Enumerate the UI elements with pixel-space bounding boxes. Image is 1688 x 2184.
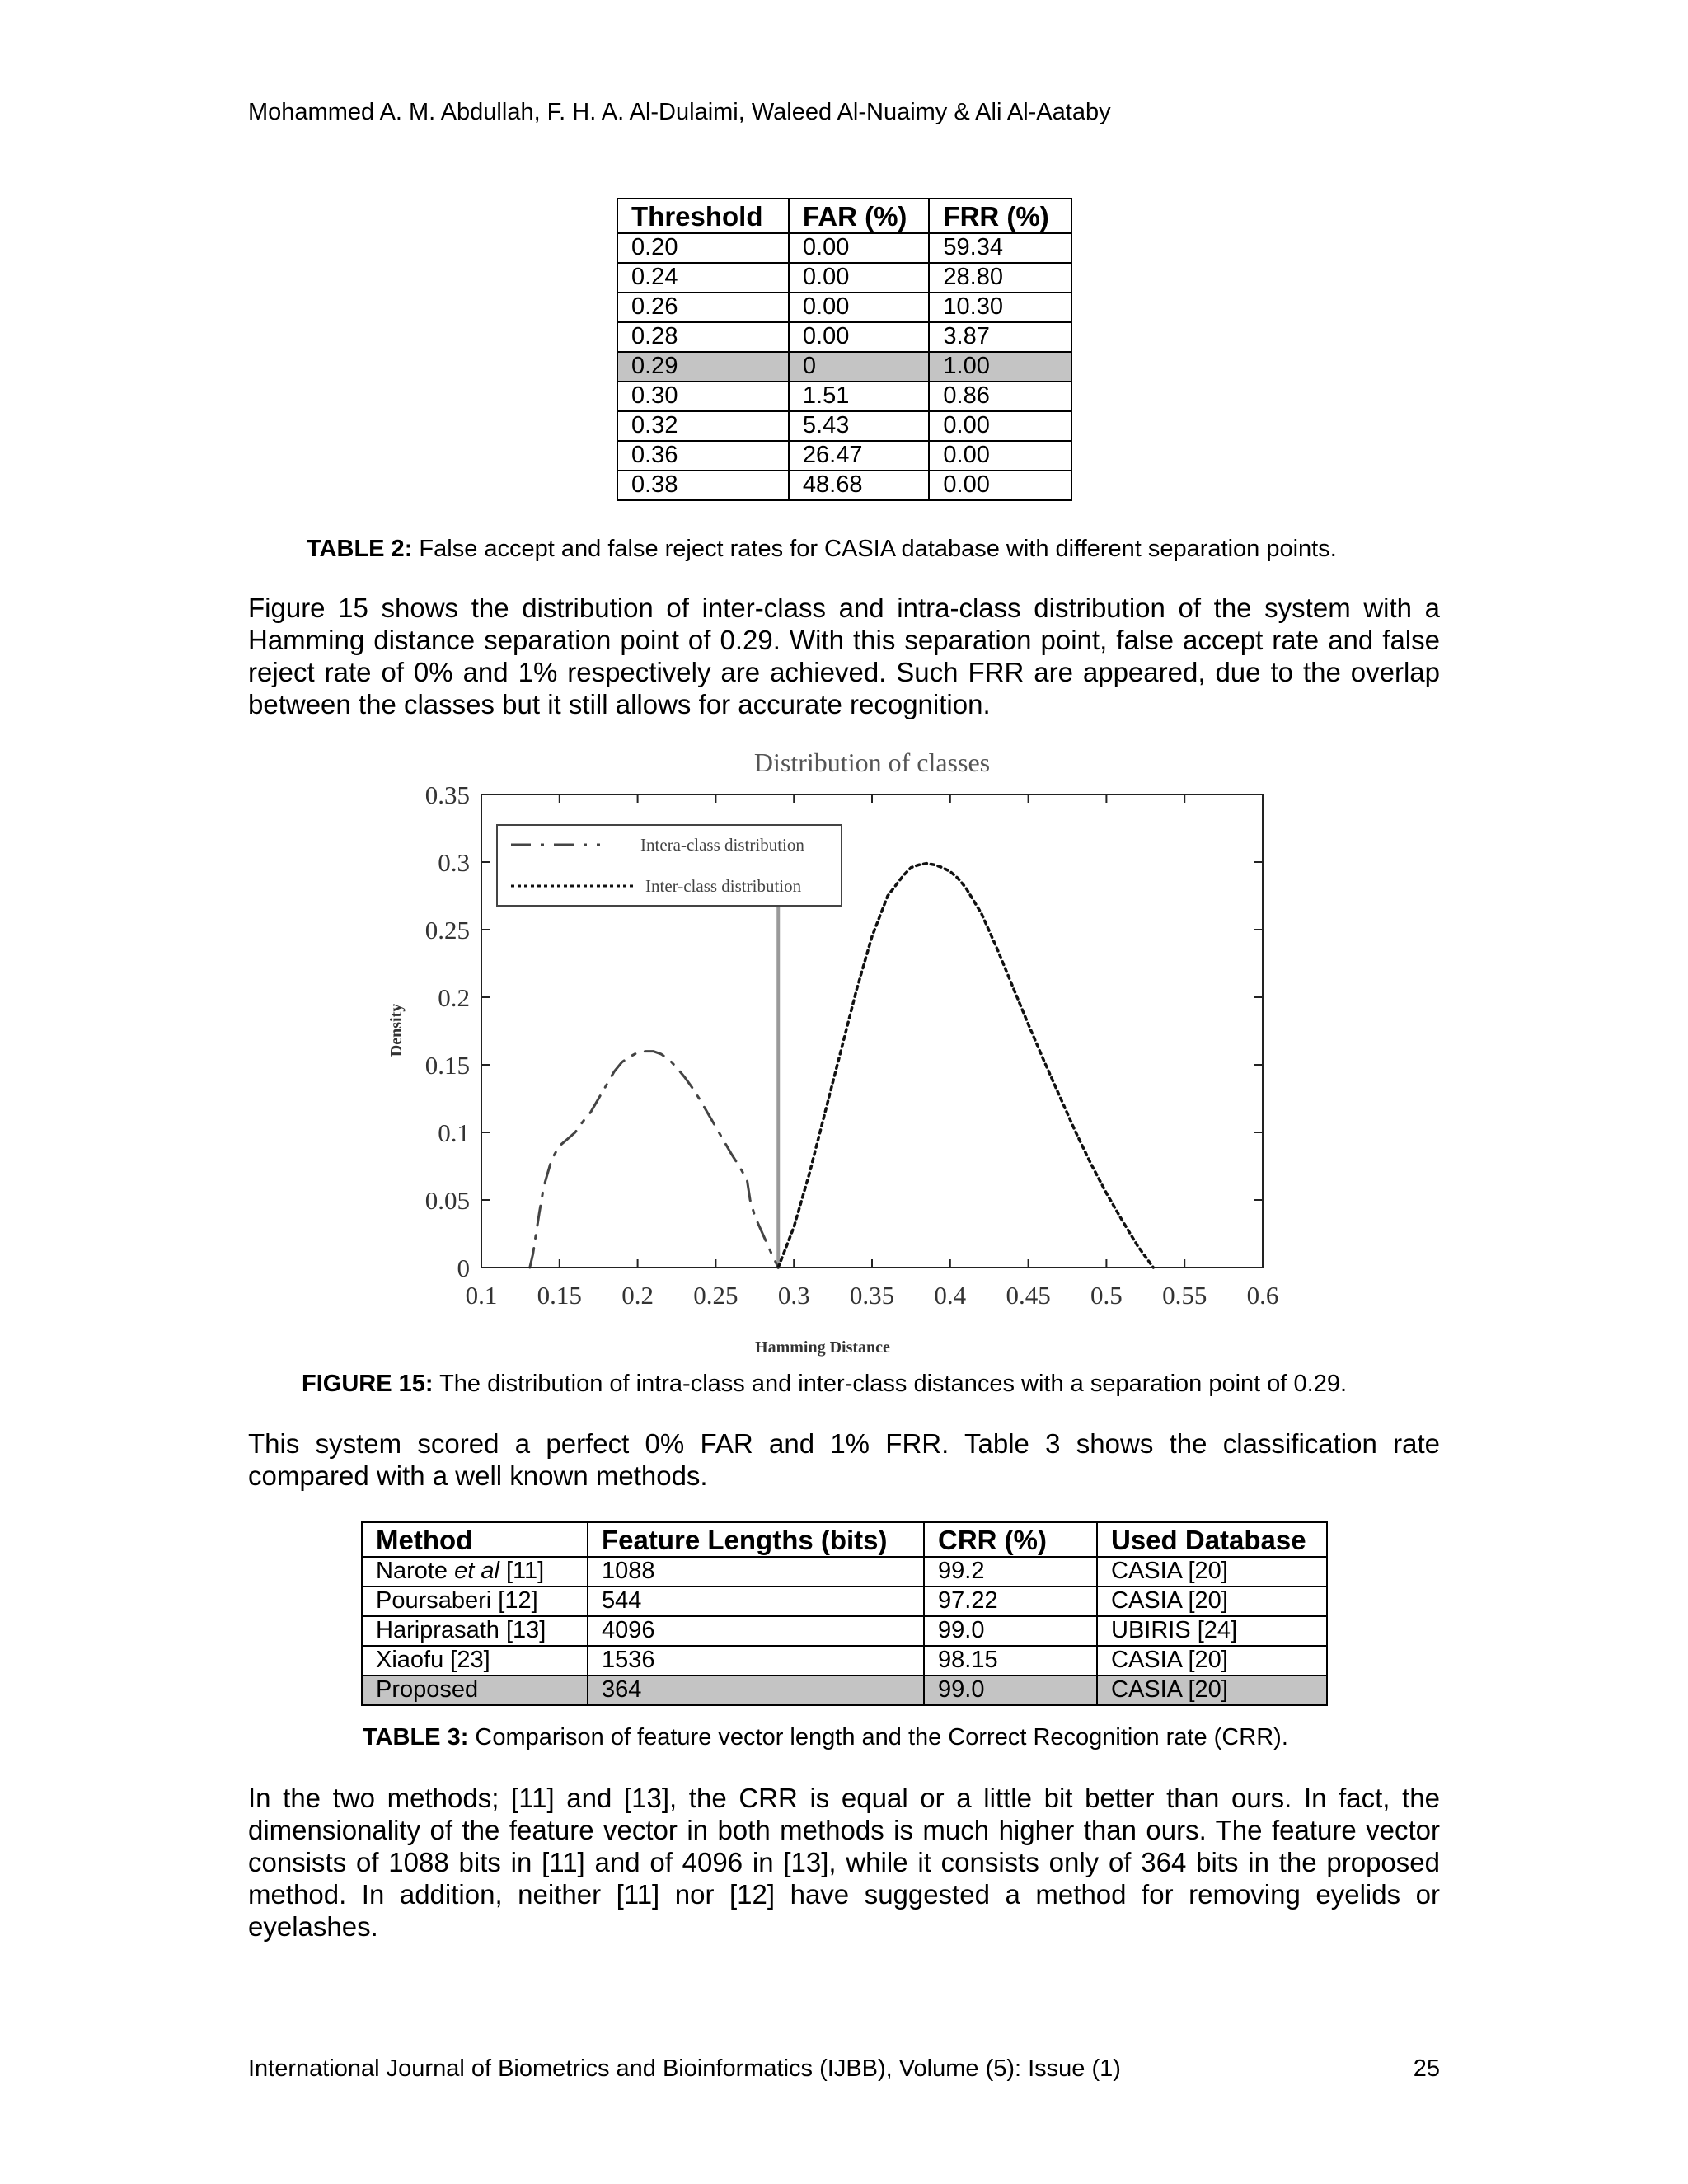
bits-cell: 544 xyxy=(588,1586,924,1616)
far-cell: 0 xyxy=(789,352,930,382)
table-row xyxy=(617,263,1071,293)
x-tick-label: 0.4 xyxy=(934,1281,967,1310)
frr-cell: 59.34 xyxy=(929,233,1071,263)
chart-title: Distribution of classes xyxy=(753,748,991,777)
x-tick-label: 0.15 xyxy=(537,1281,582,1310)
crr-cell: 98.15 xyxy=(924,1646,1097,1675)
table-row xyxy=(617,233,1071,263)
far-cell: 0.00 xyxy=(789,263,930,293)
threshold-cell: 0.26 xyxy=(617,293,789,322)
table-row-highlighted xyxy=(362,1675,1327,1705)
figure-15-caption xyxy=(302,1371,1347,1398)
x-tick-label: 0.35 xyxy=(849,1281,895,1310)
threshold-cell: 0.24 xyxy=(617,263,789,293)
table-3-col-crr: CRR (%) xyxy=(924,1522,1097,1557)
y-tick-label: 0 xyxy=(457,1254,470,1282)
method-cell: Proposed xyxy=(362,1675,588,1705)
table-2-col-far: FAR (%) xyxy=(789,199,930,233)
method-cell: Poursaberi [12] xyxy=(362,1586,588,1616)
threshold-cell: 0.28 xyxy=(617,322,789,352)
paragraph-1: Figure 15 shows the distribution of inter-class and intra-class distribution of the system with a Hamming distance separation point of 0.29. With this separation point, false accept rate and false reject rate of 0% and 1% respectively are achieved. Such FRR are appeared, due to the overlap between the classes but it still allows for accurate recognition. xyxy=(248,593,1440,719)
figure-15-caption-text: The distribution of intra-class and inter-class distances with a separation point of 0.29. xyxy=(433,1371,1348,1397)
x-tick-label: 0.3 xyxy=(777,1281,810,1310)
threshold-cell: 0.36 xyxy=(617,441,789,471)
bits-cell: 4096 xyxy=(588,1616,924,1646)
table-2 xyxy=(617,198,1072,501)
database-cell: CASIA [20] xyxy=(1097,1586,1327,1616)
far-cell: 5.43 xyxy=(789,411,930,441)
table-row-highlighted xyxy=(617,352,1071,382)
method-ref: [11] xyxy=(499,1558,545,1584)
table-3-caption-label: TABLE 3: xyxy=(363,1724,469,1750)
database-cell: CASIA [20] xyxy=(1097,1557,1327,1586)
frr-cell: 0.00 xyxy=(929,471,1071,500)
frr-cell: 0.00 xyxy=(929,441,1071,471)
table-row xyxy=(362,1646,1327,1675)
far-cell: 0.00 xyxy=(789,322,930,352)
table-3 xyxy=(361,1521,1328,1706)
table-3-caption xyxy=(363,1724,1288,1751)
table-row xyxy=(617,382,1071,411)
y-tick-label: 0.35 xyxy=(424,780,470,809)
threshold-cell: 0.30 xyxy=(617,382,789,411)
paragraph-3: In the two methods; [11] and [13], the CRR is equal or a little bit better than ours. In fact, the dimensionality of the feature vector in both methods is much higher than ours. The feature vector consists of 1088 bits in [11] and of 4096 in [13], while it consists only of 364 bits in the proposed method. In addition, neither [11] nor [12] have suggested a method for removing eyelids or eyelashes. xyxy=(248,1783,1440,1942)
database-cell: CASIA [20] xyxy=(1097,1675,1327,1705)
method-cell xyxy=(362,1557,588,1586)
table-row xyxy=(362,1557,1327,1586)
x-tick-label: 0.2 xyxy=(621,1281,654,1310)
frr-cell: 1.00 xyxy=(929,352,1071,382)
database-cell: CASIA [20] xyxy=(1097,1646,1327,1675)
crr-cell: 99.2 xyxy=(924,1557,1097,1586)
legend-label-intra: Intera-class distribution xyxy=(640,835,804,855)
threshold-cell: 0.20 xyxy=(617,233,789,263)
crr-cell: 97.22 xyxy=(924,1586,1097,1616)
table-row xyxy=(617,441,1071,471)
table-row xyxy=(617,322,1071,352)
database-cell: UBIRIS [24] xyxy=(1097,1616,1327,1646)
bits-cell: 364 xyxy=(588,1675,924,1705)
chart-y-axis-label: Density xyxy=(387,1003,406,1057)
table-row xyxy=(617,471,1071,500)
table-3-header-row xyxy=(362,1522,1327,1557)
threshold-cell: 0.32 xyxy=(617,411,789,441)
bits-cell: 1088 xyxy=(588,1557,924,1586)
far-cell: 0.00 xyxy=(789,233,930,263)
threshold-cell: 0.29 xyxy=(617,352,789,382)
table-2-col-frr: FRR (%) xyxy=(929,199,1071,233)
y-tick-label: 0.3 xyxy=(438,848,470,877)
series-inter-class-line xyxy=(778,864,1153,1268)
x-tick-label: 0.6 xyxy=(1246,1281,1279,1310)
legend-label-inter: Inter-class distribution xyxy=(645,876,802,896)
method-name: Narote xyxy=(376,1558,455,1584)
frr-cell: 10.30 xyxy=(929,293,1071,322)
y-tick-label: 0.15 xyxy=(424,1051,470,1080)
table-2-col-threshold: Threshold xyxy=(617,199,789,233)
table-2-caption-text: False accept and false reject rates for CASIA database with different separation points. xyxy=(412,536,1337,562)
table-2-caption xyxy=(307,536,1337,563)
table-2-header-row xyxy=(617,199,1071,233)
method-et-al: et al xyxy=(454,1558,499,1584)
far-cell: 48.68 xyxy=(789,471,930,500)
x-tick-label: 0.25 xyxy=(693,1281,738,1310)
frr-cell: 3.87 xyxy=(929,322,1071,352)
footer-journal: International Journal of Biometrics and Bioinformatics (IJBB), Volume (5): Issue (1) xyxy=(248,2055,1121,2082)
crr-cell: 99.0 xyxy=(924,1675,1097,1705)
x-tick-label: 0.45 xyxy=(1006,1281,1051,1310)
table-row xyxy=(617,293,1071,322)
far-cell: 0.00 xyxy=(789,293,930,322)
table-2-caption-label: TABLE 2: xyxy=(307,536,413,562)
crr-cell: 99.0 xyxy=(924,1616,1097,1646)
y-tick-label: 0.1 xyxy=(438,1118,470,1147)
page-number: 25 xyxy=(1413,2055,1440,2082)
running-header: Mohammed A. M. Abdullah, F. H. A. Al-Dulaimi, Waleed Al-Nuaimy & Ali Al-Aataby xyxy=(248,99,1111,125)
x-tick-label: 0.1 xyxy=(465,1281,498,1310)
table-3-col-database: Used Database xyxy=(1097,1522,1327,1557)
frr-cell: 0.00 xyxy=(929,411,1071,441)
table-row xyxy=(617,411,1071,441)
far-cell: 26.47 xyxy=(789,441,930,471)
threshold-cell: 0.38 xyxy=(617,471,789,500)
table-3-col-feature-lengths: Feature Lengths (bits) xyxy=(588,1522,924,1557)
y-tick-label: 0.2 xyxy=(438,983,470,1012)
chart-legend xyxy=(497,825,842,906)
x-tick-label: 0.55 xyxy=(1162,1281,1207,1310)
table-3-caption-text: Comparison of feature vector length and the Correct Recognition rate (CRR). xyxy=(468,1724,1288,1750)
table-3-col-method: Method xyxy=(362,1522,588,1557)
x-tick-label: 0.5 xyxy=(1090,1281,1123,1310)
distribution-chart xyxy=(363,733,1311,1368)
table-row xyxy=(362,1586,1327,1616)
bits-cell: 1536 xyxy=(588,1646,924,1675)
frr-cell: 0.86 xyxy=(929,382,1071,411)
y-tick-label: 0.05 xyxy=(424,1186,470,1215)
method-cell: Xiaofu [23] xyxy=(362,1646,588,1675)
chart-x-axis-label: Hamming Distance xyxy=(755,1338,890,1357)
figure-15-caption-label: FIGURE 15: xyxy=(302,1371,434,1397)
far-cell: 1.51 xyxy=(789,382,930,411)
paragraph-2: This system scored a perfect 0% FAR and 1% FRR. Table 3 shows the classification rate compared with a well known methods. xyxy=(248,1428,1440,1491)
frr-cell: 28.80 xyxy=(929,263,1071,293)
method-cell: Hariprasath [13] xyxy=(362,1616,588,1646)
series-intra-class-line xyxy=(530,1052,778,1268)
table-row xyxy=(362,1616,1327,1646)
y-tick-label: 0.25 xyxy=(424,916,470,944)
